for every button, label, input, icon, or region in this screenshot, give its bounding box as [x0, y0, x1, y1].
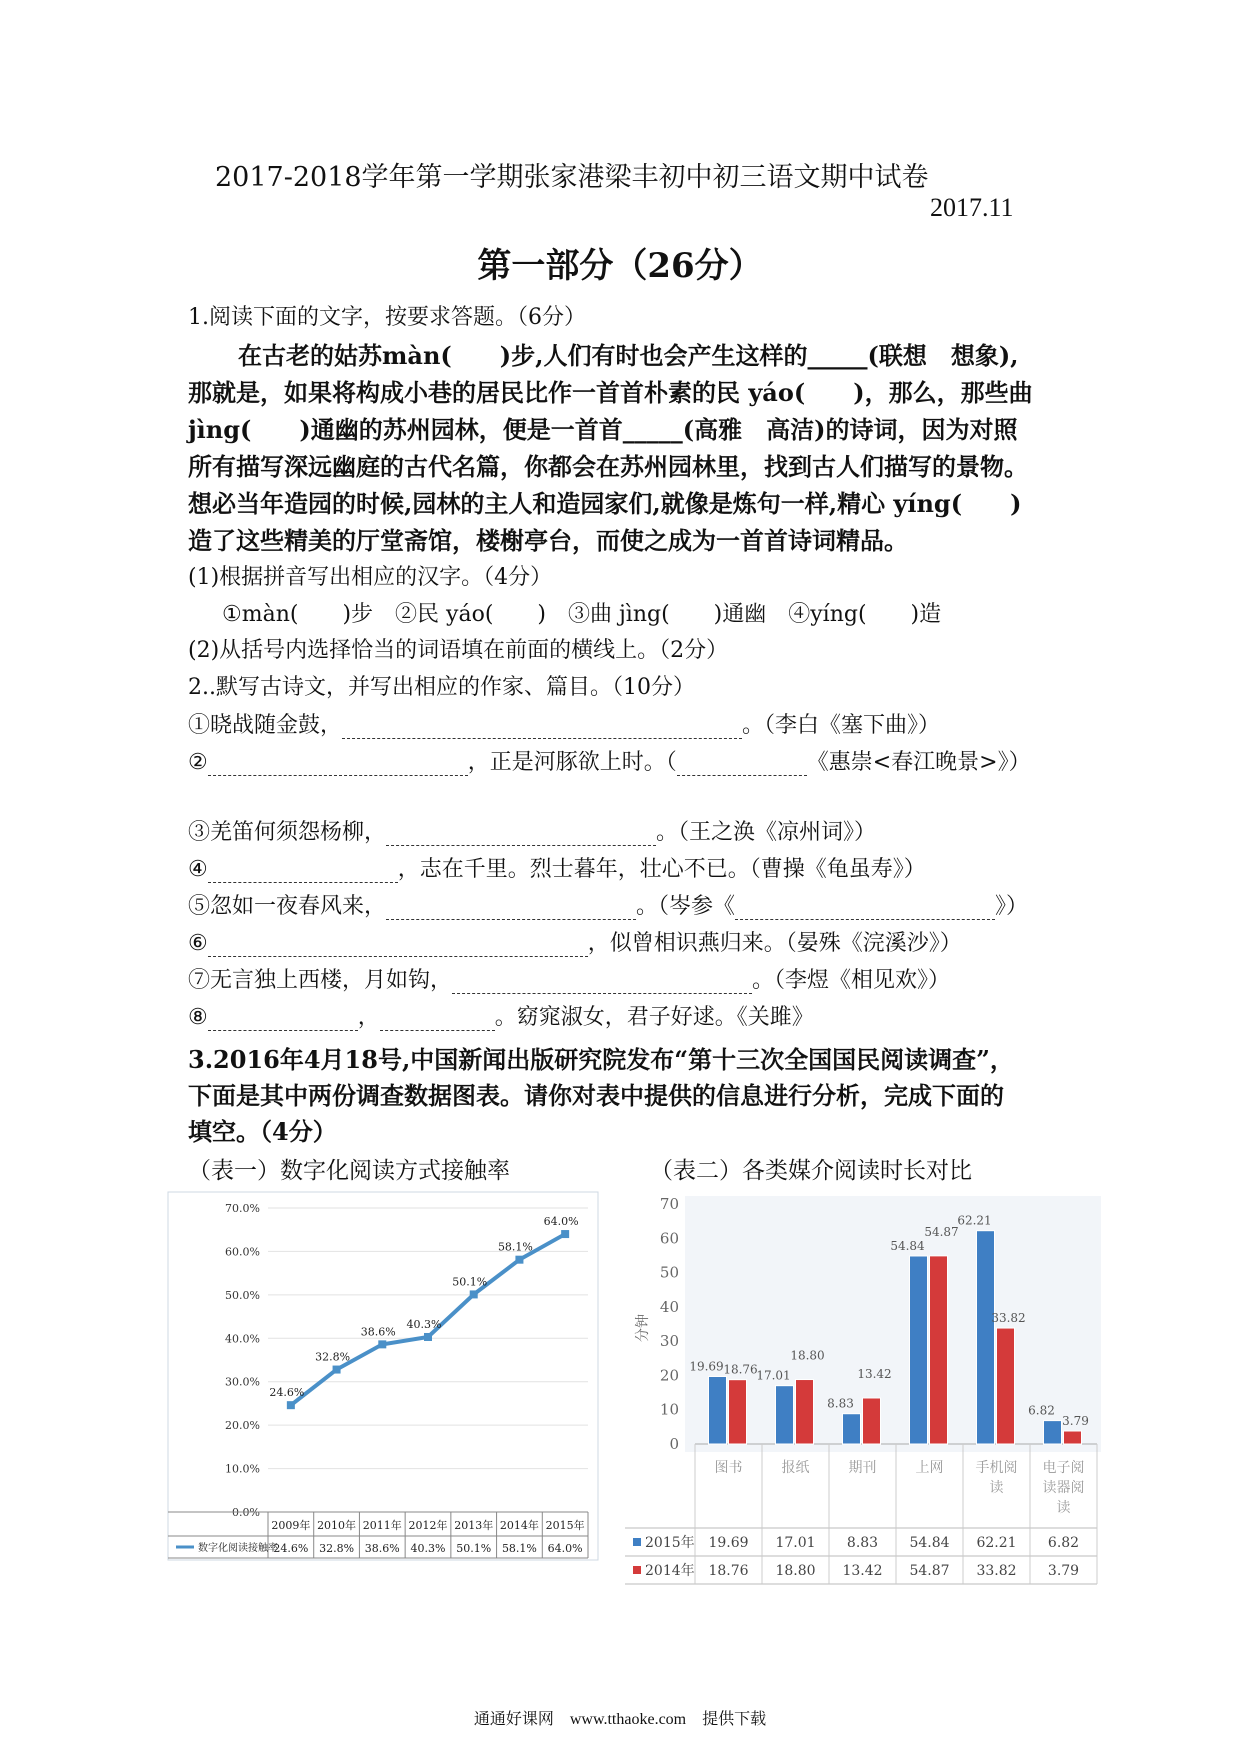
chart2-ytick-label: 70: [659, 1195, 679, 1213]
chart2-data-label: 62.21: [957, 1213, 992, 1228]
chart1-data-point: [424, 1333, 432, 1341]
chart2-bar: [863, 1398, 881, 1444]
chart2-ytick-label: 20: [659, 1366, 679, 1385]
chart2-bar: [910, 1256, 928, 1444]
chart1-ytick-label: 50.0%: [225, 1288, 260, 1302]
chart2-ytick-label: 10: [659, 1400, 679, 1419]
chart1-table-value: 32.8%: [319, 1542, 355, 1555]
q3-line: 3.2016年4月18号,中国新闻出版研究院发布“第十三次全国国民阅读调查”，: [188, 1045, 1014, 1074]
chart2-table-value: 17.01: [775, 1535, 816, 1551]
q2-item-4: ④ ，志在千里。烈士暮年，壮心不已。（曹操《龟虽寿》）: [188, 857, 926, 882]
chart2-table-value: 18.80: [775, 1563, 816, 1579]
q1-sub2: (2)从括号内选择恰当的词语填在前面的横线上。（2分）: [188, 638, 729, 663]
answer-blank[interactable]: [386, 823, 656, 846]
chart2-caption: （表二）各类媒介阅读时长对比: [650, 1158, 972, 1184]
chart2-xtick-label: 读器阅: [1042, 1480, 1085, 1496]
chart1-table-value: 38.6%: [364, 1542, 400, 1555]
chart2-bar: [843, 1414, 861, 1444]
chart2-bar: [1044, 1421, 1062, 1444]
chart1-ytick-label: 20.0%: [225, 1419, 260, 1433]
chart2-ytick-label: 60: [659, 1229, 679, 1248]
chart1-container: [168, 1192, 598, 1560]
answer-blank[interactable]: [342, 716, 742, 739]
chart1-ytick-label: 40.0%: [225, 1332, 260, 1346]
chart2-ytick-label: 30: [659, 1332, 679, 1351]
chart2-xtick-label: 图书: [714, 1460, 743, 1476]
chart1-data-label: 58.1%: [497, 1240, 533, 1254]
media-reading-bar-chart: [625, 1188, 1105, 1579]
q1-passage-line: 那就是，如果将构成小巷的居民比作一首首朴素的民 yáo( )，那么，那些曲: [188, 378, 1033, 407]
answer-blank[interactable]: [735, 897, 995, 920]
q3-line: 下面是其中两份调查数据图表。请你对表中提供的信息进行分析，完成下面的: [188, 1081, 1004, 1110]
chart1-xtick-label: 2013年: [454, 1519, 494, 1532]
chart2-legend-label: 2015年: [645, 1535, 695, 1551]
chart1-data-label: 40.3%: [406, 1317, 442, 1331]
answer-blank[interactable]: [208, 934, 588, 957]
chart2-data-label: 18.76: [723, 1362, 758, 1377]
chart1-table-value: 64.0%: [547, 1542, 583, 1555]
answer-blank[interactable]: [677, 753, 807, 776]
chart2-bar: [796, 1380, 814, 1444]
chart2-table-value: 3.79: [1047, 1563, 1080, 1579]
q3-line: 填空。（4分）: [188, 1117, 337, 1146]
chart2-bar: [776, 1386, 794, 1444]
q1-sub1-items: ①màn( )步 ②民 yáo( ) ③曲 jìng( )通幽 ④yíng( )造: [222, 602, 942, 627]
chart2-table-value: 18.76: [708, 1563, 749, 1579]
exam-date: 2017.11: [930, 193, 1014, 222]
chart2-table-value: 33.82: [976, 1563, 1017, 1579]
chart2-ytick-label: 0: [669, 1435, 679, 1453]
chart2-table-value: 54.84: [909, 1535, 950, 1551]
chart1-ytick-label: 60.0%: [225, 1245, 260, 1259]
chart2-bar: [1064, 1431, 1082, 1444]
q1-passage-line: 所有描写深远幽庭的古代名篇，你都会在苏州园林里，找到古人们描写的景物。: [188, 452, 1028, 481]
chart2-legend-swatch: [633, 1566, 641, 1574]
chart2-table-value: 13.42: [842, 1563, 883, 1579]
chart2-data-label: 54.84: [890, 1238, 925, 1253]
chart2-data-label: 19.69: [689, 1359, 724, 1374]
chart2-table-value: 8.83: [846, 1535, 879, 1551]
q2-item-2: ② ，正是河豚欲上时。（ 《惠崇<春江晚景>》）: [188, 750, 1031, 775]
q2-item-5: ⑤忽如一夜春风来， 。（岑参《 》）: [188, 894, 1029, 919]
chart2-ytick-label: 40: [659, 1297, 679, 1316]
chart1-data-label: 50.1%: [452, 1275, 488, 1289]
chart2-xtick-label: 电子阅: [1042, 1460, 1085, 1476]
page-footer: 通通好课网 www.tthaoke.com 提供下载: [473, 1711, 767, 1728]
chart1-data-point: [515, 1256, 523, 1264]
chart2-data-label: 33.82: [991, 1311, 1026, 1326]
chart1-table-value: 40.3%: [410, 1542, 446, 1555]
chart2-bar: [997, 1328, 1015, 1444]
chart2-legend-swatch: [633, 1538, 641, 1546]
chart1-caption: （表一）数字化阅读方式接触率: [188, 1158, 510, 1184]
chart2-bar: [977, 1231, 995, 1444]
chart2-data-label: 6.82: [1028, 1403, 1055, 1418]
chart1-ytick-label: 70.0%: [225, 1202, 260, 1215]
answer-blank[interactable]: [208, 753, 468, 776]
chart2-table-value: 62.21: [976, 1535, 1017, 1551]
chart2-xtick-label: 读: [989, 1480, 1004, 1496]
chart2-xtick-label: 期刊: [848, 1460, 877, 1476]
chart1-legend-label: 数字化阅读接触率: [198, 1543, 278, 1554]
chart2-data-label: 3.79: [1062, 1414, 1089, 1429]
q2-item-6: ⑥ ，似曾相识燕归来。（晏殊《浣溪沙》）: [188, 931, 962, 956]
exam-title: 2017-2018学年第一学期张家港梁丰初中初三语文期中试卷: [215, 162, 929, 193]
chart2-xtick-label: 上网: [915, 1460, 944, 1476]
q2-item-7: ⑦无言独上西楼，月如钩， 。（李煜《相见欢》）: [188, 968, 951, 993]
answer-blank[interactable]: [380, 1008, 495, 1031]
chart2-table-value: 6.82: [1047, 1535, 1080, 1551]
q2-heading: 2..默写古诗文，并写出相应的作家、篇目。（10分）: [188, 675, 695, 700]
chart1-xtick-label: 2009年: [271, 1519, 311, 1532]
chart2-ylabel: 分钟: [635, 1314, 651, 1342]
chart1-data-point: [561, 1230, 569, 1238]
answer-blank[interactable]: [452, 971, 752, 994]
chart2-bar: [709, 1376, 727, 1444]
q2-item-1: ①晓战随金鼓， 。（李白《塞下曲》）: [188, 713, 941, 738]
chart1-data-label: 64.0%: [543, 1215, 579, 1229]
q2-item-3: ③羌笛何须怨杨柳， 。（王之涣《凉州词》）: [188, 820, 877, 845]
q2-item-8: ⑧ ， 。窈窕淑女，君子好逑。《关雎》: [188, 1005, 814, 1030]
chart1-xtick-label: 2012年: [408, 1519, 448, 1532]
chart2-bar: [729, 1380, 747, 1444]
chart1-ytick-label: 10.0%: [225, 1462, 260, 1476]
chart1-xtick-label: 2014年: [499, 1519, 539, 1532]
chart2-container: [625, 1188, 1105, 1579]
q1-passage-line: 想必当年造园的时候,园林的主人和造园家们,就像是炼句一样,精心 yíng( ): [188, 489, 1022, 518]
chart1-data-point: [287, 1401, 295, 1409]
chart1-table-value: 50.1%: [456, 1542, 492, 1555]
chart2-xtick-label: 报纸: [781, 1460, 810, 1476]
chart2-table-value: 54.87: [909, 1563, 950, 1579]
chart1-data-point: [378, 1340, 386, 1348]
chart1-table-value: 58.1%: [501, 1542, 537, 1555]
q1-passage-line: 在古老的姑苏màn( )步,人们有时也会产生这样的_____(联想 想象),: [238, 341, 1019, 370]
q1-passage-line: 造了这些精美的厅堂斋馆，楼榭亭台，而使之成为一首首诗词精品。: [188, 526, 908, 555]
q1-passage-line: jìng( )通幽的苏州园林，便是一首首_____(高雅 高洁)的诗词，因为对照: [188, 415, 1018, 444]
chart1-ytick-label: 30.0%: [225, 1375, 260, 1389]
chart1-data-point: [470, 1290, 478, 1298]
chart2-xtick-label: 手机阅: [975, 1460, 1018, 1476]
q1-sub1: (1)根据拼音写出相应的汉字。（4分）: [188, 565, 553, 590]
chart2-xtick-label: 读: [1056, 1500, 1071, 1516]
chart2-data-label: 18.80: [790, 1348, 825, 1363]
chart2-table-value: 19.69: [708, 1535, 749, 1551]
chart1-data-label: 24.6%: [269, 1386, 305, 1400]
answer-blank[interactable]: [208, 860, 398, 883]
chart1-xtick-label: 2010年: [317, 1519, 357, 1532]
digital-reading-line-chart: [168, 1192, 598, 1560]
part-heading: 第一部分（26分）: [477, 246, 763, 286]
chart2-data-label: 54.87: [924, 1224, 959, 1239]
answer-blank[interactable]: [208, 1008, 358, 1031]
chart1-ytick-label: 0.0%: [232, 1506, 260, 1519]
chart2-bar: [930, 1256, 948, 1444]
q1-heading: 1.阅读下面的文字，按要求答题。（6分）: [188, 305, 586, 330]
answer-blank[interactable]: [386, 897, 636, 920]
chart1-table-value: 24.6%: [273, 1542, 309, 1555]
chart2-data-label: 8.83: [827, 1396, 854, 1411]
chart2-data-label: 13.42: [857, 1366, 892, 1381]
chart1-data-label: 32.8%: [315, 1350, 351, 1364]
chart2-ytick-label: 50: [659, 1263, 679, 1282]
chart1-xtick-label: 2015年: [545, 1519, 585, 1532]
chart1-data-point: [333, 1366, 341, 1374]
chart1-data-label: 38.6%: [360, 1325, 396, 1339]
chart2-legend-label: 2014年: [645, 1563, 695, 1579]
chart2-data-label: 17.01: [756, 1368, 791, 1383]
chart1-xtick-label: 2011年: [362, 1519, 402, 1532]
